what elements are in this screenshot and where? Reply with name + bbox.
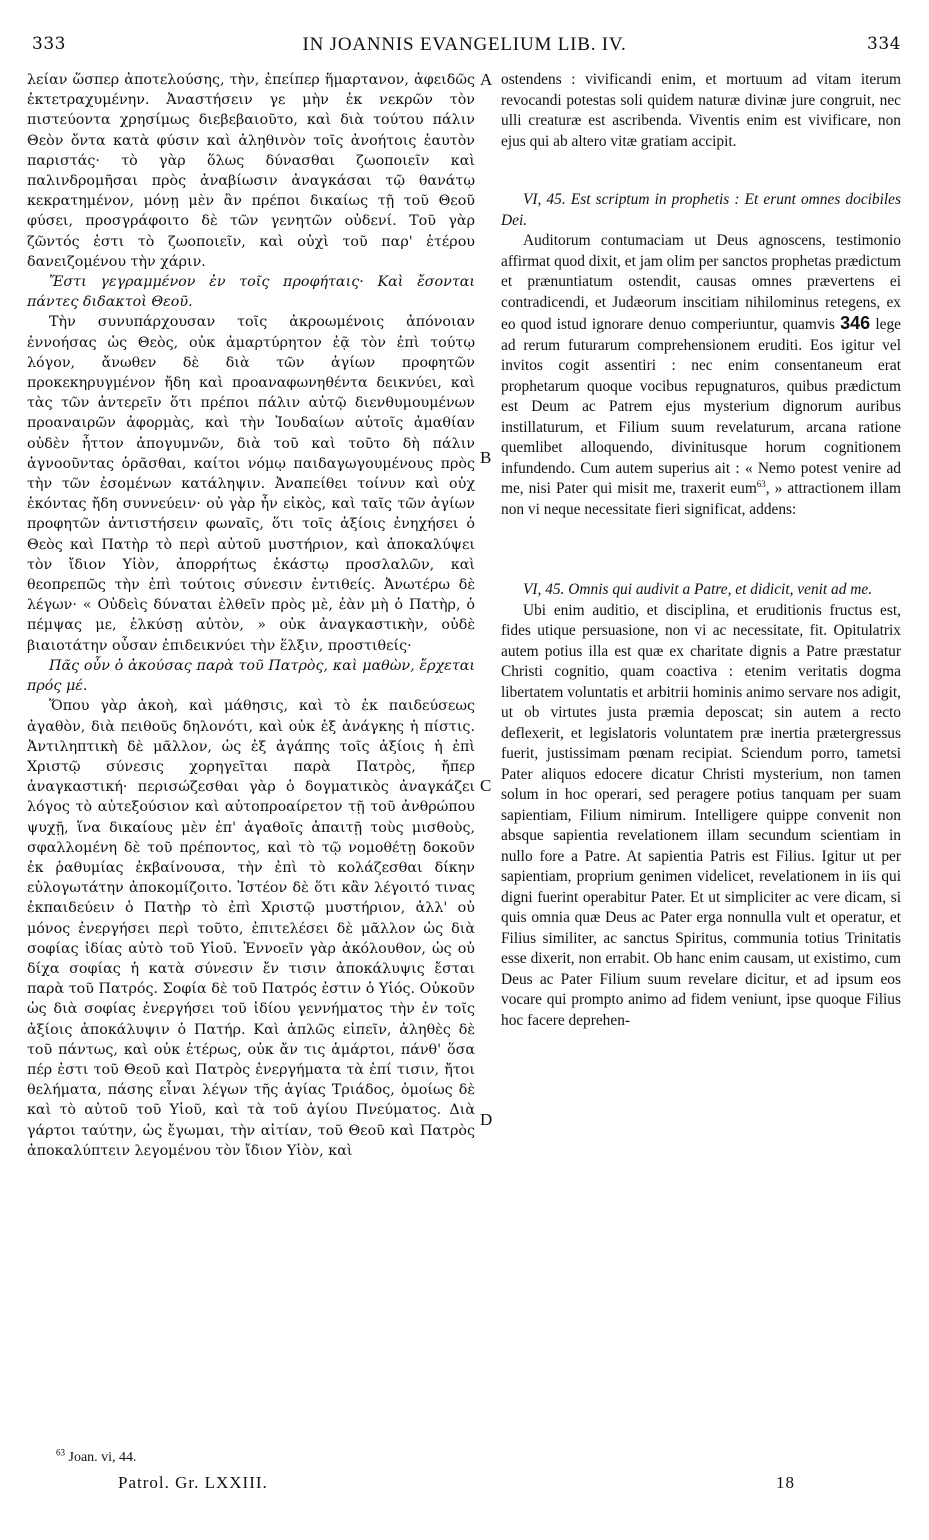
footnote [56, 1447, 137, 1466]
latin-verse-heading: VI, 45. Est scriptum in prophetis : Et erunt omnes docibiles Dei. [501, 191, 901, 229]
page-body [27, 70, 902, 1450]
greek-verse-heading: Πᾶς οὖν ὁ ἀκούσας παρὰ τοῦ Πατρὸς, καὶ μαθὼν, ἔρχεται πρός μέ. [27, 657, 475, 695]
latin-paragraph [501, 231, 901, 520]
footnote-text: Joan. vi, 44. [65, 1450, 137, 1465]
latin-column [501, 70, 901, 1031]
running-title: IN JOANNIS EVANGELIUM LIB. IV. [302, 34, 627, 55]
running-header [28, 34, 901, 54]
spacer [501, 152, 901, 190]
spacer [501, 520, 901, 580]
right-page-number: 334 [867, 34, 901, 54]
margin-letter-a: A [480, 70, 493, 89]
latin-text: lege ad rerum futurarum comprehensionem eruditi. Eos igitur vel invitos cogit assentiri : nec enim consentaneum erat prophetarum quoque vocibus repugnaturos, quibus prædictum est Deum ac Patrem ejus mysterium dignorum auribus instillaturum, et Filium suum revelaturum, arcana ratione quemlibet alloquendo, divinitusque horum cognitionem infundendo. Cum autem superius ait : « Nemo potest venire ad me, nisi Pater qui misit me, traxerit eum [501, 316, 901, 497]
latin-paragraph: Ubi enim auditio, et disciplina, et eruditionis fructus est, fides utique persuasione, non vi ac necessitate, fit. Opitulatrix autem potius illa est quæ ex charitate dignis a Patre præstatur Christi cognitio, quam coactiva : etenim veritatis dogma libertatem voluntatis et arbitrii hominis animo servare nos adigit, ut ob virtutes justa præmia deposcat; sin autem a recto deflexerit, et legislatoris voluntatem præ inertia prætergressus fuerit, justissimam pœnam recipiat. Sciendum porro, tametsi Pater aliquos edocere dicatur Christi mysterium, non tamen solum in hoc operari, sed peragere potius tanquam per suam sapientiam, Filium nimirum. Intelligere quippe convenit non absque sapientia revelationem illam secundum scientiam in nullo fore a Patre. At sapientia Patris est Filius. Igitur ut per sapientiam, proprium genimen videlicet, revelationem in iis qui digni fuerint operabitur Pater. Et ut simpliciter ac vere dicam, si quis omnia quæ Deus ac Pater erga nonnulla vult et operatur, et Filius similiter, ac sanctus Spiritus, communia totius Trinitatis esse dixerit, non errabit. Ob hanc enim causam, ut existimo, cum Deus ac Pater Filium suum revelare dicitur, et ad ipsum eos vocare qui prompto animo ad fidem veniunt, ipse quoque Filius hoc facere deprehen- [501, 601, 901, 1029]
signature-mark: 18 [776, 1473, 795, 1492]
latin-text: , » attractionem illam non vi neque necessitate fieri significat, addens: [501, 480, 901, 518]
margin-letter-c: C [480, 776, 492, 795]
greek-paragraph: Τὴν συνυπάρχουσαν τοῖς ἀκροωμένοις ἀπόνοιαν ἐννοήσας ὡς Θεὸς, οὐκ ἀμαρτύρητον ἐᾷ τὸν ἐπὶ τούτῳ λόγον, ἄνωθεν δὲ διὰ τῶν ἁγίων προφητῶν προκεκηρυγμένον ἤδη καὶ προαναφωνηθέντα δεικνύει, καὶ τὰς τῶν ἀντερεῖν ὅτι πρέποι πάλιν αὐτῷ διενθυμουμένων προαναιρῶν ἀφορμὰς, καὶ τὴν Ἰουδαίων αὐτοῖς ἀμαθίαν οὐδὲν ἧττον ἀπογυμνῶν, διὰ τοῦ καὶ τοῦτο δὴ πάλιν ἀγνοοῦντας ὁρᾶσθαι, καίτοι νόμῳ παιδαγωγουμένους πρὸς τὴν τῶν ἐσομένων κατάληψιν. Ἀναπείθει τοίνυν καὶ οὐχ ἑκόντας ἤδη συννεύειν· οὐ γὰρ ἦν εἰκὸς, καὶ ταῖς τῶν ἁγίων προφητῶν ἀντιστήσειν φωναῖς, ὅτι τοῖς ἀξίοις ἐνηχήσει ὁ Θεὸς καὶ Πατὴρ τὸ περὶ αὐτοῦ μυστήριον, καὶ ἀποκαλύψει τὸν ἴδιον Υἱὸν, ἀπορρήτως ἑκάστῳ προσλαλῶν, καὶ θεοπρεπῶς τὴν ἐπὶ τούτοις σύνεσιν ἐντιθείς. Ἀνωτέρω δὲ λέγων· « Οὐδεὶς δύναται ἐλθεῖν πρὸς μὲ, ἐὰν μὴ ὁ Πατὴρ, ὁ πέμψας με, ἑλκύσῃ αὐτὸν, » οὐκ ἀναγκαστικὴν, οὐδὲ βιαιοτάτην οὖσαν ἐπιδεικνύει τὴν ἕλξιν, προστιθείς· [27, 314, 475, 654]
greek-paragraph: λείαν ὥσπερ ἀποτελούσης, τὴν, ἐπείπερ ἥμαρτανον, ἀφειδῶς ἐκτετραχυμένην. Ἀναστήσειν γε μὴν ἐκ νεκρῶν τὸν πιστεύοντα χρησίμως διεβεβαιοῦτο, καὶ διὰ τούτου πάλιν Θεὸν ὄντα κατὰ φύσιν καὶ ἀληθινὸν τοῖς ἀνοήτοις ἑαυτὸν παριστάς· τὸ γὰρ ὅλως δύνασθαι ζωοποιεῖν καὶ παλινδρομῆσαι πρὸς ἀναβίωσιν ἀναγκάσαι τῷ θανάτῳ κεκρατημένον, μόνῃ μὲν ἂν πρέποι δικαίως τῇ τοῦ Θεοῦ φύσει, προσγράφοιτο δὲ τῶν γενητῶν οὐδενί. Τοῦ γὰρ ζῶντός ἐστι τὸ ζωοποιεῖν, καὶ οὐχὶ τοῦ παρ' ἑτέρου δανειζομένου τὴν χάριν. [27, 72, 475, 270]
margin-letter-b: B [480, 448, 492, 467]
margin-letter-d: D [480, 1110, 493, 1129]
page-footer [118, 1473, 818, 1495]
footnote-reference: 63 [756, 478, 766, 489]
greek-column [27, 70, 475, 1161]
series-volume: Patrol. Gr. LXXIII. [118, 1473, 268, 1492]
latin-verse-heading: VI, 45. Omnis qui audivit a Patre, et didicit, venit ad me. [523, 581, 873, 598]
footnote-number: 63 [56, 1447, 65, 1458]
latin-paragraph: ostendens : vivificandi enim, et mortuum ad vitam iterum revocandi potestas soli quidem naturæ divinæ jure congruit, nec ulli creaturæ est ascribenda. Viventis enim est vivificare, non ejus qui ab altero vitæ gratiam accipit. [501, 71, 901, 150]
latin-text: Auditorum contumaciam ut Deus agnoscens, testimonio affirmat quod dixit, et jam olim per sanctos prophetas prædictum et prænuntiatum ostendit, causas omnes prævertens ei contradicendi, et Judæorum inscitiam nihilominus retegens, ex eo quod istud ignorare denuo comperiuntur, quamvis [501, 232, 901, 333]
left-page-number: 333 [32, 34, 66, 54]
greek-verse-heading: Ἔστι γεγραμμένον ἐν τοῖς προφήταις· Καὶ ἔσονται πάντες διδακτοὶ Θεοῦ. [27, 274, 475, 311]
greek-paragraph: Ὅπου γὰρ ἀκοὴ, καὶ μάθησις, καὶ τὸ ἐκ παιδεύσεως ἀγαθὸν, διὰ πειθοῦς δηλονότι, καὶ οὐκ ἐξ ἀνάγκης ἡ πίστις. Ἀντιληπτικὴ δὲ μᾶλλον, ὡς ἐξ ἀγάπης τοῖς ἀξίοις ἡ ἐπὶ Χριστῷ σύνεσις χορηγεῖται παρὰ Πατρὸς, ἤπερ ἀναγκαστική· περισώζεσθαι γὰρ ὁ δογματικὸς ἀναγκάζει λόγος τὸ αὐτεξούσιον καὶ αὐτοπροαίρετον τῇ τοῦ ἀνθρώπου ψυχῇ, ἵνα δικαίους μὲν ἐπ' ἀγαθοῖς ἀπαιτῇ τοὺς μισθοὺς, σφαλλομένη δὲ τοῦ πρέποντος, καὶ τὸ τῷ νομοθέτῃ δοκοῦν ἐκ ῥαθυμίας ἐκβαίνουσα, τὴν ἐπὶ τὸ κολάζεσθαι δίκην εὐλογωτάτην ἀποκομίζοιτο. Ἰστέον δὲ ὅτι κἂν λέγοιτό τινας ἐκπαιδεύειν ὁ Πατὴρ τὸ ἐπὶ Χριστῷ μυστήριον, ἀλλ' οὐ μόνος ἐνεργήσει περὶ τοῦτο, ἐπιτελέσει δὲ μᾶλλον ὡς διὰ σοφίας ἰδίας αὐτὸ τοῦ Υἱοῦ. Ἐννοεῖν γὰρ ἀκόλουθον, ὡς οὐ δίχα σοφίας ἡ κατὰ σύνεσιν ἔν τισιν ἀποκάλυψις ἔσται παρὰ τοῦ Πατρός. Σοφία δὲ τοῦ Πατρός ἐστιν ὁ Υἱός. Οὐκοῦν ὡς διὰ σοφίας ἐνεργήσει τοῦ ἰδίου γεννήματος τὴν ἐν τοῖς ἀξίοις ἀποκάλυψιν ὁ Πατήρ. Καὶ ἁπλῶς εἰπεῖν, ἀληθὲς δὲ τοῦ πάντως, καὶ οὐκ ἑτέρως, οὐκ ἄν τις ἁμάρτοι, πάνθ' ὅσα πέρ ἐστι τοῦ Θεοῦ καὶ Πατρὸς ἐνεργήματα τὰ ἐπί τισιν, ἤτοι θελήματα, πάσης εἶναι λέγων τῆς ἁγίας Τριάδος, ὁμοίως δὲ καὶ τὸ αὐτοῦ τοῦ Υἱοῦ, καὶ τὰ τοῦ ἁγίου Πνεύματος. Διὰ γάρτοι ταύτην, ὡς ἔγωμαι, τὴν αἰτίαν, τοῦ Θεοῦ καὶ Πατρὸς ἀποκαλύπτειν λεγομένου τὸν ἴδιον Υἱὸν, καὶ [27, 698, 475, 1159]
column-number: 346 [840, 313, 871, 333]
